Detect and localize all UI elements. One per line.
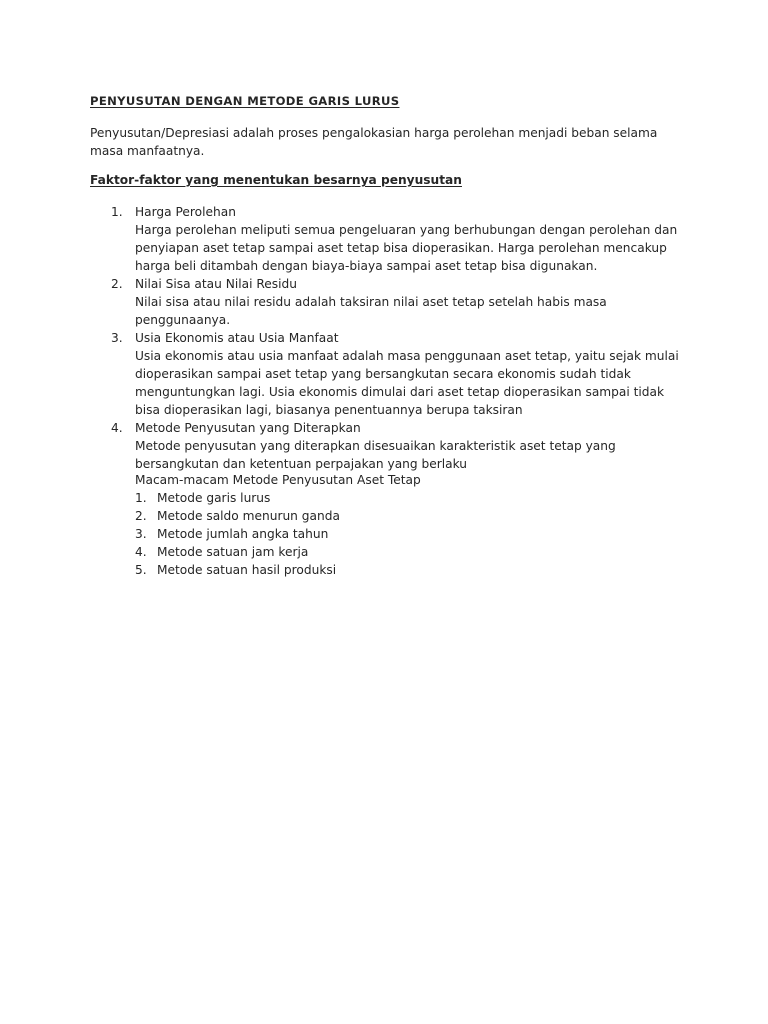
intro-paragraph: Penyusutan/Depresiasi adalah proses pengalokasian harga perolehan menjadi beban selama masa manfaatnya.	[90, 126, 658, 158]
factor-title: Usia Ekonomis atau Usia Manfaat	[135, 331, 339, 345]
factor-number: 3.	[111, 331, 123, 345]
factor-item	[90, 329, 690, 419]
factors-heading: Faktor-faktor yang menentukan besarnya penyusutan	[90, 173, 462, 187]
factor-description: Nilai sisa atau nilai residu adalah taksiran nilai aset tetap setelah habis masa penggunaanya.	[135, 295, 607, 327]
document-title: PENYUSUTAN DENGAN METODE GARIS LURUS	[90, 94, 400, 108]
factors-list	[90, 203, 690, 473]
factor-item	[90, 419, 690, 473]
method-item	[135, 489, 695, 507]
method-label: Metode garis lurus	[157, 491, 271, 505]
method-number: 2.	[135, 509, 147, 523]
method-item	[135, 507, 695, 525]
method-number: 1.	[135, 491, 147, 505]
factor-number: 4.	[111, 421, 123, 435]
factor-number: 2.	[111, 277, 123, 291]
methods-heading: Macam-macam Metode Penyusutan Aset Tetap	[135, 473, 421, 487]
factor-item	[90, 275, 690, 329]
factor-title: Metode Penyusutan yang Diterapkan	[135, 421, 361, 435]
method-number: 5.	[135, 563, 147, 577]
factor-description: Usia ekonomis atau usia manfaat adalah masa penggunaan aset tetap, yaitu sejak mulai dioperasikan sampai aset tetap yang bersangkutan secara ekonomis sudah tidak menguntungkan lagi. Usia ekonomis dimulai dari aset tetap dioperasikan sampai tidak bisa dioperasikan lagi, biasanya penentuannya berupa taksiran	[135, 349, 679, 417]
method-label: Metode satuan hasil produksi	[157, 563, 337, 577]
factor-description: Metode penyusutan yang diterapkan disesuaikan karakteristik aset tetap yang bersangkutan dan ketentuan perpajakan yang berlaku	[135, 439, 616, 471]
factor-item	[90, 203, 690, 275]
factor-number: 1.	[111, 205, 123, 219]
methods-section	[135, 471, 695, 579]
method-item	[135, 525, 695, 543]
method-label: Metode satuan jam kerja	[157, 545, 309, 559]
method-label: Metode saldo menurun ganda	[157, 509, 340, 523]
factor-description: Harga perolehan meliputi semua pengeluaran yang berhubungan dengan perolehan dan penyiapan aset tetap sampai aset tetap bisa dioperasikan. Harga perolehan mencakup harga beli ditambah dengan biaya-biaya sampai aset tetap bisa digunakan.	[135, 223, 678, 273]
method-number: 3.	[135, 527, 147, 541]
factor-title: Harga Perolehan	[135, 205, 236, 219]
method-item	[135, 561, 695, 579]
method-label: Metode jumlah angka tahun	[157, 527, 329, 541]
method-item	[135, 543, 695, 561]
method-number: 4.	[135, 545, 147, 559]
factor-title: Nilai Sisa atau Nilai Residu	[135, 277, 297, 291]
